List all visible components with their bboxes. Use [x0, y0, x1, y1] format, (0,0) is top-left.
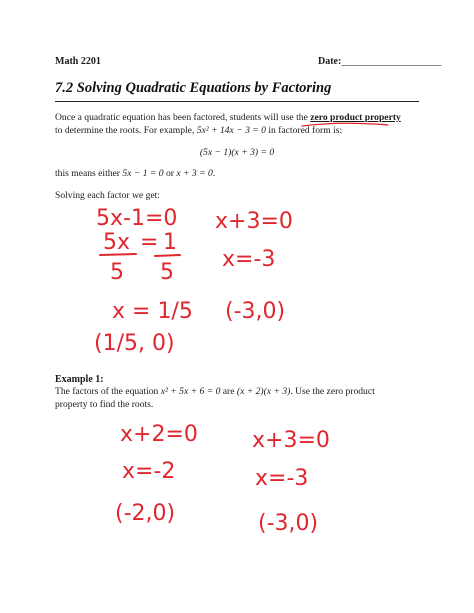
hw1-right-point: (-3,0)	[225, 299, 286, 324]
example-1-factors: (x + 2)(x + 3)	[236, 386, 291, 397]
hw2-right-eq: x+3=0	[252, 428, 330, 453]
page-title: 7.2 Solving Quadratic Equations by Factoring	[55, 80, 332, 96]
zero-product-term: zero product property	[310, 112, 401, 123]
hw1-left-result: x = 1/5	[112, 299, 193, 324]
hw2-left-result: x=-2	[122, 459, 176, 484]
example-equation: 5x² + 14x − 3 = 0	[196, 124, 266, 136]
hw1-left-den-lhs: 5	[110, 260, 124, 285]
hw1-left-eq-sign: =	[140, 230, 159, 255]
hw1-left-num-rhs: 1	[163, 230, 177, 255]
either-line: this means either 5x − 1 = 0 or x + 3 = 0.	[55, 168, 216, 179]
solving-line: Solving each factor we get:	[55, 190, 160, 201]
hw1-right-eq: x+3=0	[215, 209, 293, 234]
hw2-right-result: x=-3	[255, 466, 309, 491]
intro-line-2: to determine the roots. For example, 5x² + 14x − 3 = 0 in factored form is:	[55, 124, 343, 136]
example-1-equation: x² + 5x + 6 = 0	[160, 386, 221, 397]
hw1-left-den-rhs: 5	[160, 260, 174, 285]
example-1-text: The factors of the equation x² + 5x + 6 = 0 are (x + 2)(x + 3). Use the zero product property to find the roots.	[55, 386, 375, 410]
course-label: Math 2201	[55, 56, 101, 67]
hw2-right-point: (-3,0)	[258, 511, 319, 536]
hw1-left-num-lhs: 5x	[103, 230, 131, 255]
hw1-right-result: x=-3	[222, 247, 276, 272]
date-label: Date:	[318, 56, 342, 67]
date-blank: ____________________	[341, 56, 442, 67]
example-1-label: Example 1:	[55, 374, 104, 385]
hw1-left-eq: 5x-1=0	[96, 206, 178, 231]
hw1-left-point: (1/5, 0)	[94, 331, 175, 356]
intro-line-1: Once a quadratic equation has been factored, students will use the zero product property	[55, 112, 401, 123]
factored-form: (5x − 1)(x + 3) = 0	[199, 147, 275, 158]
hw2-left-eq: x+2=0	[120, 422, 198, 447]
hw2-left-point: (-2,0)	[115, 501, 176, 526]
